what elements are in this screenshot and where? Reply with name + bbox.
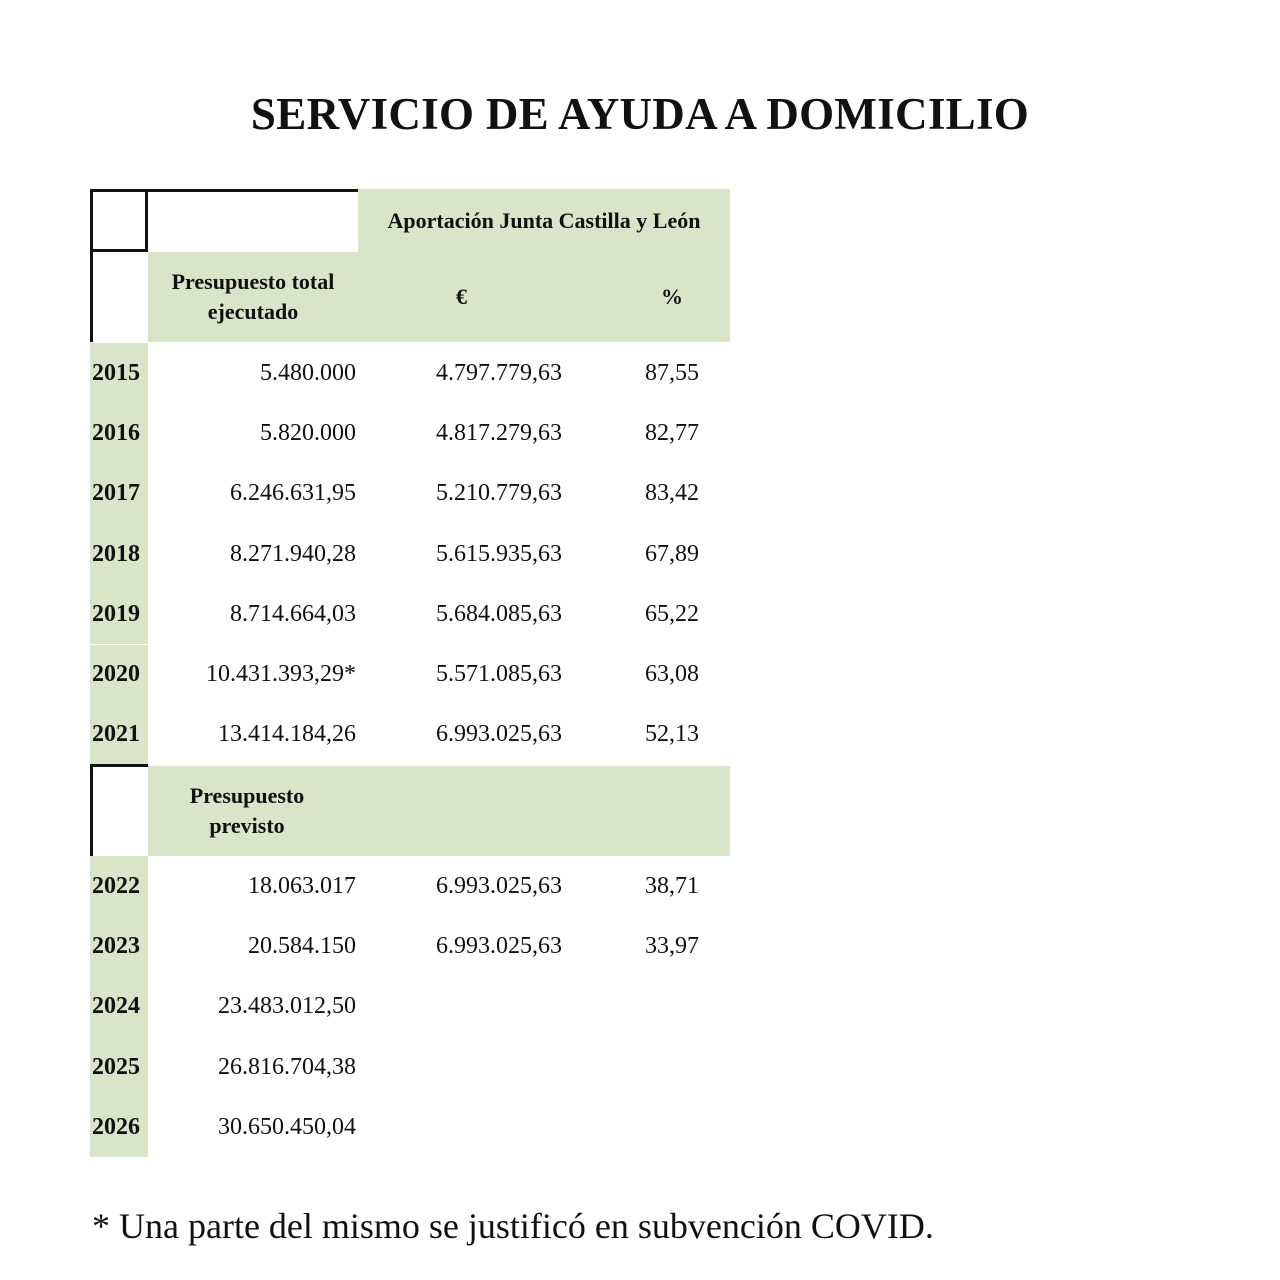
year-cell-value: 2022: [92, 872, 140, 899]
year-cell: [90, 977, 148, 1037]
year-cell-value: 2015: [92, 359, 140, 386]
euro-cell: [358, 403, 640, 463]
year-cell-value: 2026: [92, 1113, 140, 1140]
pct-cell: [614, 1097, 730, 1157]
euro-cell: [358, 584, 640, 644]
year-cell: [90, 856, 148, 916]
pct-cell-value: 38,71: [645, 872, 699, 899]
pct-cell: [614, 705, 730, 765]
pct-cell: [614, 916, 730, 976]
total-cell: [148, 403, 358, 463]
euro-cell-value: 4.797.779,63: [436, 359, 562, 386]
column-header-euro-label: €: [456, 284, 467, 309]
total-cell-value: 30.650.450,04: [218, 1113, 356, 1140]
year-cell: [90, 343, 148, 403]
planned-header-total: [148, 766, 358, 856]
euro-cell-value: 4.817.279,63: [436, 419, 562, 446]
euro-cell: [358, 343, 640, 403]
pct-cell: [614, 977, 730, 1037]
pct-cell: [614, 464, 730, 524]
total-cell-value: 8.271.940,28: [230, 540, 356, 567]
euro-cell: [358, 977, 640, 1037]
planned-header-line1: Presupuesto: [189, 783, 305, 808]
euro-cell-value: 5.684.085,63: [436, 600, 562, 627]
year-cell-value: 2020: [92, 661, 140, 688]
corner-empty-cell: [90, 189, 148, 252]
year-cell-value: 2023: [92, 932, 140, 959]
pct-cell-value: 52,13: [645, 721, 699, 748]
pct-cell-value: 82,77: [645, 419, 699, 446]
header-top-rule: [146, 189, 358, 192]
euro-cell-value: 6.993.025,63: [436, 721, 562, 748]
year-cell-value: 2016: [92, 419, 140, 446]
total-cell: [148, 1097, 358, 1157]
total-cell-value: 23.483.012,50: [218, 993, 356, 1020]
total-cell: [148, 524, 358, 584]
year-cell: [90, 584, 148, 644]
euro-cell: [358, 856, 640, 916]
pct-cell: [614, 856, 730, 916]
year-cell-value: 2021: [92, 721, 140, 748]
pct-cell: [614, 524, 730, 584]
year-cell-value: 2024: [92, 993, 140, 1020]
pct-cell-value: 33,97: [645, 932, 699, 959]
pct-cell-value: 65,22: [645, 600, 699, 627]
column-header-total-line2: ejecutado: [207, 299, 299, 324]
footnote: * Una parte del mismo se justificó en subvención COVID.: [92, 1206, 934, 1246]
euro-cell: [358, 705, 640, 765]
euro-cell-value: 5.571.085,63: [436, 661, 562, 688]
total-cell: [148, 705, 358, 765]
year-cell: [90, 916, 148, 976]
planned-header-pct: [614, 766, 730, 856]
euro-cell-value: 6.993.025,63: [436, 872, 562, 899]
column-header-total-line1: Presupuesto total: [171, 269, 335, 294]
pct-cell-value: 67,89: [645, 540, 699, 567]
euro-cell-value: 5.210.779,63: [436, 480, 562, 507]
euro-cell: [358, 464, 640, 524]
total-cell: [148, 343, 358, 403]
total-cell-value: 10.431.393,29*: [206, 661, 356, 688]
total-cell-value: 8.714.664,03: [230, 600, 356, 627]
column-header-pct-label: %: [661, 284, 683, 309]
planned-header-top-rule: [90, 764, 148, 767]
total-cell: [148, 856, 358, 916]
year-cell: [90, 1037, 148, 1097]
euro-cell: [358, 1097, 640, 1157]
euro-cell-value: 5.615.935,63: [436, 540, 562, 567]
page-title: SERVICIO DE AYUDA A DOMICILIO: [250, 89, 1030, 139]
year-cell-value: 2019: [92, 600, 140, 627]
total-cell-value: 18.063.017: [248, 872, 356, 899]
pct-cell: [614, 343, 730, 403]
group-header-aportacion: [358, 189, 730, 252]
year-cell: [90, 403, 148, 463]
total-cell: [148, 1037, 358, 1097]
euro-cell: [358, 916, 640, 976]
column-header-pct: [614, 252, 730, 342]
total-cell-value: 13.414.184,26: [218, 721, 356, 748]
year-cell-value: 2017: [92, 480, 140, 507]
total-cell: [148, 464, 358, 524]
planned-header-left-rule: [90, 764, 93, 857]
total-cell: [148, 916, 358, 976]
pct-cell-value: 83,42: [645, 480, 699, 507]
year-cell-value: 2025: [92, 1053, 140, 1080]
year-cell: [90, 1097, 148, 1157]
pct-cell-value: 63,08: [645, 661, 699, 688]
total-cell-value: 6.246.631,95: [230, 480, 356, 507]
column-header-total: [148, 252, 358, 342]
total-cell: [148, 584, 358, 644]
total-cell: [148, 645, 358, 705]
euro-cell-value: 6.993.025,63: [436, 932, 562, 959]
year-cell: [90, 524, 148, 584]
total-cell-value: 20.584.150: [248, 932, 356, 959]
pct-cell: [614, 584, 730, 644]
pct-cell-value: 87,55: [645, 359, 699, 386]
total-cell-value: 5.480.000: [260, 359, 356, 386]
total-cell: [148, 977, 358, 1037]
euro-cell: [358, 1037, 640, 1097]
header-left-rule: [90, 250, 93, 342]
year-cell: [90, 705, 148, 765]
group-header-label: Aportación Junta Castilla y León: [387, 207, 701, 233]
pct-cell: [614, 1037, 730, 1097]
column-header-euro: [358, 252, 614, 342]
year-cell: [90, 645, 148, 705]
total-cell-value: 5.820.000: [260, 419, 356, 446]
planned-header-line2: previsto: [209, 813, 285, 838]
euro-cell: [358, 645, 640, 705]
euro-cell: [358, 524, 640, 584]
year-cell-value: 2018: [92, 540, 140, 567]
total-cell-value: 26.816.704,38: [218, 1053, 356, 1080]
pct-cell: [614, 403, 730, 463]
pct-cell: [614, 645, 730, 705]
year-cell: [90, 464, 148, 524]
planned-header-euro: [358, 766, 614, 856]
